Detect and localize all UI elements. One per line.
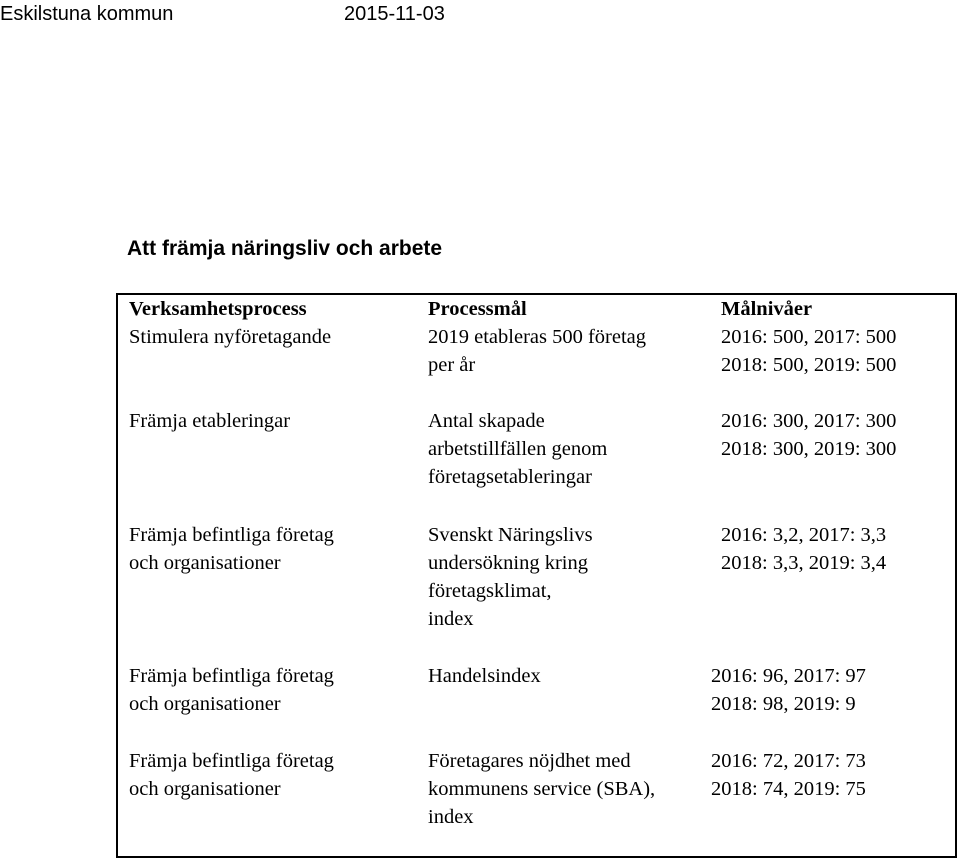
row2-targets-line1: 2016: 300, 2017: 300 <box>721 410 897 432</box>
row3-targets-line1: 2016: 3,2, 2017: 3,3 <box>721 524 887 546</box>
row3-process-line1: Främja befintliga företag <box>129 524 334 546</box>
goals-table <box>116 293 957 858</box>
row2-process-line1: Främja etableringar <box>129 410 291 432</box>
row2-goal-line1: Antal skapade <box>428 410 545 432</box>
row5-goal-line3: index <box>428 806 474 828</box>
row3-targets-line2: 2018: 3,3, 2019: 3,4 <box>721 552 887 574</box>
row2-goal-line2: arbetstillfällen genom <box>428 438 608 460</box>
row1-process-line1: Stimulera nyföretagande <box>129 326 332 348</box>
section-title: Att främja näringsliv och arbete <box>127 237 443 260</box>
row1-goal-line2: per år <box>428 354 476 376</box>
row5-targets-line1: 2016: 72, 2017: 73 <box>711 750 866 772</box>
row3-goal-line4: index <box>428 608 474 630</box>
row4-process-line1: Främja befintliga företag <box>129 665 334 687</box>
row4-process-line2: och organisationer <box>129 693 281 715</box>
row4-targets-line2: 2018: 98, 2019: 9 <box>711 693 856 715</box>
row1-goal-line1: 2019 etableras 500 företag <box>428 326 647 348</box>
row4-targets-line1: 2016: 96, 2017: 97 <box>711 665 866 687</box>
row3-goal-line3: företagsklimat, <box>428 580 552 602</box>
row4-goal-line1: Handelsindex <box>428 665 541 687</box>
row5-goal-line1: Företagares nöjdhet med <box>428 750 631 772</box>
row5-targets-line2: 2018: 74, 2019: 75 <box>711 778 866 800</box>
column-header-goal: Processmål <box>428 298 527 320</box>
row5-goal-line2: kommunens service (SBA), <box>428 778 656 800</box>
row1-targets-line2: 2018: 500, 2019: 500 <box>721 354 897 376</box>
column-header-process: Verksamhetsprocess <box>129 298 307 320</box>
row3-goal-line2: undersökning kring <box>428 552 588 574</box>
row2-targets-line2: 2018: 300, 2019: 300 <box>721 438 897 460</box>
row3-goal-line1: Svenskt Näringslivs <box>428 524 593 546</box>
document-date: 2015-11-03 <box>344 3 445 25</box>
organization-name: Eskilstuna kommun <box>0 3 174 25</box>
row5-process-line1: Främja befintliga företag <box>129 750 334 772</box>
row3-process-line2: och organisationer <box>129 552 281 574</box>
row1-targets-line1: 2016: 500, 2017: 500 <box>721 326 897 348</box>
row5-process-line2: och organisationer <box>129 778 281 800</box>
column-header-targets: Målnivåer <box>721 298 813 320</box>
row2-goal-line3: företagsetableringar <box>428 466 592 488</box>
